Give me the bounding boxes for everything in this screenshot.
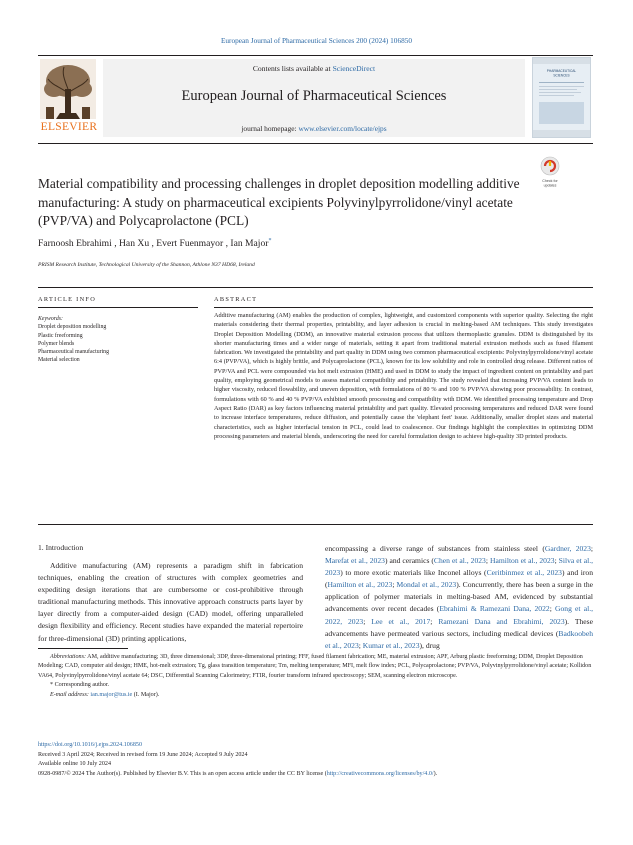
license-statement [38, 770, 593, 780]
publisher-name: ELSEVIER [40, 121, 98, 133]
citation-link[interactable]: Kumar et al., 2023 [362, 640, 420, 650]
abbreviations-note [38, 653, 593, 681]
body-text: ), drug [419, 640, 440, 650]
abstract-heading: ABSTRACT [214, 296, 258, 303]
homepage-line [103, 124, 525, 133]
keyword-item: Plastic freeforming [38, 332, 83, 339]
journal-cover-art [533, 58, 590, 137]
check-for-updates-button[interactable] [535, 155, 565, 189]
section-heading-introduction: 1. Introduction [38, 543, 84, 552]
keyword-item: Pharmaceutical manufacturing [38, 349, 109, 356]
citation-link[interactable]: Ceritbinmez et al., 2023 [486, 568, 562, 578]
check-updates-label: Check for [542, 179, 558, 183]
author-list [38, 238, 538, 249]
citation-link[interactable]: Gardner, 2023 [544, 544, 591, 553]
abstract-bottom-divider [38, 524, 593, 525]
intro-left-column: Additive manufacturing (AM) represents a paradigm shift in fabrication techniques, enabling the creation of structures with complex geometries and expediting design iterations that are cumbersome or cost-prohibitive through traditional manufacturing methods. This innovative approach constructs parts layer by layer directly from a computer-aided design (CAD) model, offering unparalleled design flexibility and efficiency. Recent studies have expanded the material repertoire for three-dimensional (3D) printing applications, [38, 561, 303, 643]
citation-link[interactable]: Badkoobeh et al., 2023 [325, 628, 593, 650]
article-info-divider [38, 307, 198, 308]
citation-link[interactable]: Chen et al., 2023 [433, 556, 486, 566]
footnote-divider [38, 648, 128, 649]
body-text: ; [590, 544, 594, 553]
masthead-bottom-rule [38, 143, 593, 144]
abstract-divider [214, 307, 593, 308]
body-text: ; [549, 604, 555, 614]
email-label: E-mail address: [50, 691, 91, 698]
body-text: ; [358, 640, 363, 650]
license-link[interactable]: http://creativecommons.org/licenses/by/4.0/ [326, 770, 434, 777]
body-text: ). These advancements have permeated various sectors, including medical devices ( [325, 616, 593, 638]
body-text: ; [392, 580, 397, 590]
keyword-item: Material selection [38, 357, 80, 364]
body-text: ; [430, 616, 439, 626]
keywords-label: Keywords: [38, 316, 63, 322]
journal-citation[interactable]: European Journal of Pharmaceutical Sciences 200 (2024) 106850 [220, 36, 413, 45]
citation-link[interactable]: Lee et al., 2017 [371, 616, 431, 626]
citation-link[interactable]: Hamilton et al., 2023 [327, 580, 393, 590]
body-text: ) and iron ( [325, 568, 593, 590]
citation-link[interactable]: Mondal et al., 2023 [396, 580, 457, 590]
affiliation: PRISM Research Institute, Technological University of the Shannon, Athlone N37 HD68, Ireland [38, 262, 255, 268]
keywords-block [38, 315, 198, 365]
body-text: ) to more exotic materials like Inconel alloys ( [340, 568, 487, 578]
citation-link[interactable]: Gong et al., 2022, 2023 [325, 604, 593, 626]
keyword-item: Polymer blends [38, 340, 75, 347]
abstract-text: Additive manufacturing (AM) enables the production of complex, lightweight, and customized components with superior quality. Selecting the right materials considering their thermal properties, printability, and layer adhesion is crucial in melting-based AM techniques. This study investigates Droplet Deposition Modelling (DDM), an innovative material extrusion process that utilizes thermoplastic granules. DDM is distinguished by its shorter manufacturing times and a wider range of materials, setting it apart from traditional material extrusion methods such as fused filament fabrication. We investigated the printability and part quality in DDM using two common pharmaceutical excipients: Polyvinylpyrrolidone/vinyl acetate 6:4 (PVP/VA), which is highly brittle, and Polycaprolactone (PCL), known for its low solubility and role in controlled drug release. Different ratios of PVP/VA and PCL were compounded via hot melt extrusion (HME) and used in DDM to study the impact of ingredient content on printability and part quality, employing geometrical models to assess material compatibility and printability. The study revealed that increasing PVP/VA content leads to higher viscosity, reduced flowability, and uneven deposition, with formulations of 80 % and 100 % PVP/VA showing poor processability. In contrast, formulations with 60 % and 40 % PVP/VA exhibited smooth processing and compatibility with DDM. We identified processing temperature and Drop Aspect Ratio (DAR) as key factors influencing material printability and part quality. Elevated processing temperatures and reduced DAR were found to increase interface temperatures, reduce diffusion, and potentially cause the 'elephant feet' issue. Additionally, smaller droplet sizes and material characteristics, such as higher interfacial tension in PCL, could lead to coalescence. Our findings highlight the complexities in optimizing DDM processing parameters and material blends, underscoring the need for careful formulation design to achieve high-quality 3D printed products. [214, 312, 593, 440]
homepage-prefix: journal homepage: [241, 124, 299, 133]
contents-prefix: Contents lists available at [252, 64, 333, 73]
body-text: ; [554, 556, 559, 566]
citation-link[interactable]: Ebrahimi & Ramezani Dana, 2022 [439, 604, 550, 614]
license-prefix: 0928-0987/© 2024 The Author(s). Published by Elsevier B.V. This is an open access article under the CC BY license ( [38, 770, 327, 777]
footnotes [38, 653, 593, 700]
abbreviations-label: Abbreviations: [50, 654, 86, 660]
contents-line [103, 64, 525, 73]
citation-link[interactable]: Ramezani Dana and Ebrahimi, 2023 [438, 616, 565, 626]
journal-cover-image [532, 57, 591, 138]
cover-title-line1: PHARMACEUTICAL [546, 69, 577, 73]
corresponding-author-note: * Corresponding author. [50, 682, 110, 689]
publication-info [38, 741, 593, 779]
intro-right-column [325, 543, 593, 652]
sciencedirect-link[interactable]: ScienceDirect [332, 64, 376, 73]
email-link[interactable]: ian.major@tus.ie [90, 691, 133, 698]
journal-title: European Journal of Pharmaceutical Sciences [181, 88, 447, 104]
masthead-top-rule [38, 55, 593, 56]
author-names: Farnoosh Ebrahimi , Han Xu , Evert Fuenmayor , Ian Major [38, 238, 269, 250]
citation-link[interactable]: Marefat et al., 2023 [325, 556, 385, 566]
body-text: ) and ceramics ( [384, 556, 434, 566]
abbreviations-text: AM, additive manufacturing; 3D, three dimensional; 3DP, three-dimensional printing; FFF, fused filament fabrication; ME, material extrusion; APF, Arburg plastic freeforming; DDM, Droplet Deposition Modeling; CAD, computer aid design; HME, hot-melt extrusion; Tg, glass transition temperature; Tm, melting temperature; MFI, melt flow index; PCL, Polycaprolactone; PVP/VA, Polyvinylpyrrolidone/vinyl acetate; Kollidon VA64, Polyvinylpyrrolidone/vinyl acetate 64; DSC, Differential Scanning Calorimetry; FTIR, fourier transform infrared spectroscopy; SEM, scanning electron microscope. [38, 654, 592, 679]
citation-link[interactable]: Silva et al., 2023 [325, 556, 594, 578]
header-divider [38, 287, 593, 288]
received-dates: Received 3 April 2024; Received in revised form 19 June 2024; Accepted 9 July 2024 [38, 751, 248, 758]
article-info-heading: ARTICLE INFO [38, 296, 97, 303]
keyword-item: Droplet deposition modelling [38, 324, 107, 331]
license-suffix: ). [433, 770, 438, 777]
doi-link[interactable]: https://doi.org/10.1016/j.ejps.2024.106850 [38, 742, 142, 748]
corresponding-author-mark[interactable]: * [268, 238, 272, 244]
check-updates-label-2: updates [543, 183, 557, 188]
body-text: encompassing a diverse range of substances from stainless steel ( [325, 544, 545, 553]
citation-link[interactable]: Hamilton et al., 2023 [489, 556, 555, 566]
article-title: Material compatibility and processing challenges in droplet deposition modelling additive manufacturing: A study on pharmaceutical excipients Polyvinylpyrrolidone/vinyl acetate (PVP/VA) and Polycaprolactone (PCL) [38, 176, 520, 228]
email-suffix: (I. Major). [132, 691, 160, 698]
cover-title-line2: SCIENCES [553, 73, 570, 78]
body-text: ). Concurrently, there has been a surge in the application of polymer materials in melting-based AM, evidenced by substantial advancements over recent decades ( [325, 580, 593, 614]
available-online: Available online 10 July 2024 [38, 761, 111, 767]
homepage-link[interactable]: www.elsevier.com/locate/ejps [298, 124, 387, 133]
body-text: ; [363, 616, 372, 626]
email-note [38, 691, 593, 700]
check-updates-icon [535, 155, 565, 189]
body-text: ; [485, 556, 490, 566]
